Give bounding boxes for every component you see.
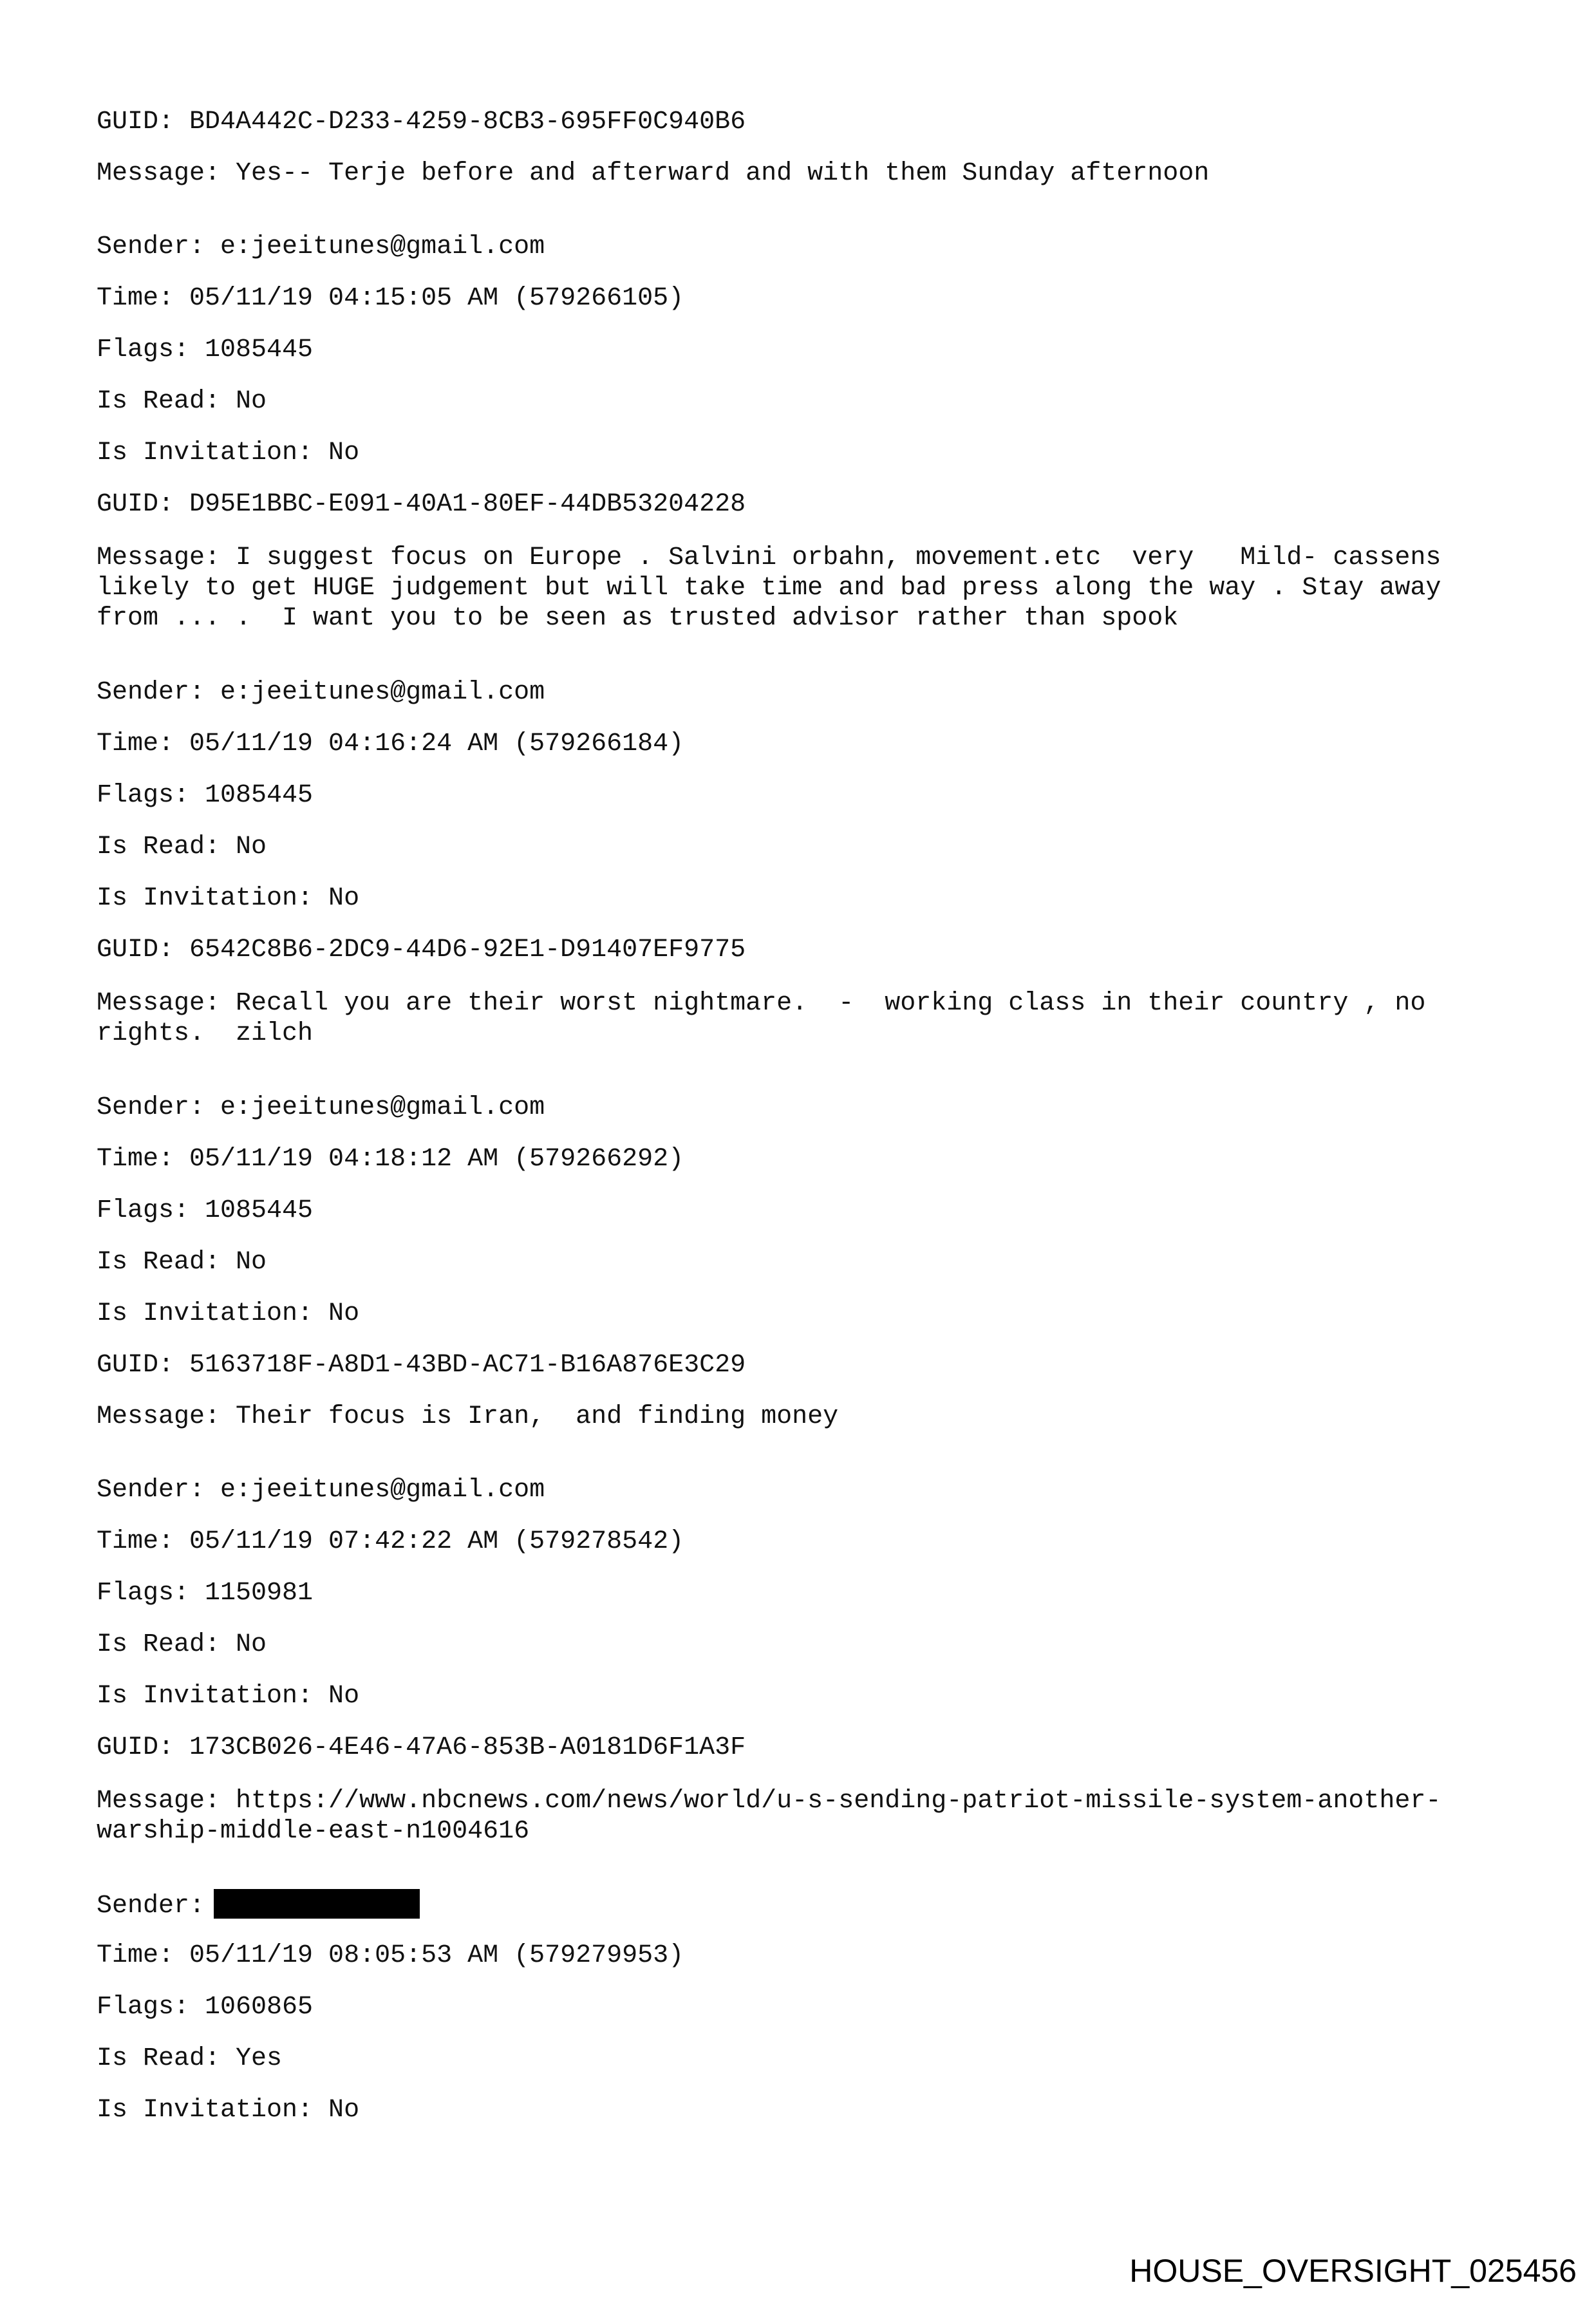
sender-label: Sender: bbox=[97, 1892, 205, 1921]
is-invitation-line: Is Invitation: No bbox=[97, 884, 360, 913]
sender-line: Sender: e:jeeitunes@gmail.com bbox=[97, 1093, 545, 1122]
is-invitation-line: Is Invitation: No bbox=[97, 438, 360, 467]
time-line: Time: 05/11/19 04:16:24 AM (579266184) bbox=[97, 729, 684, 758]
message-line: Message: https://www.nbcnews.com/news/world/u-s-sending-patriot-missile-system-another- warship-middle-east-n1004616 bbox=[97, 1787, 1441, 1846]
is-read-line: Is Read: No bbox=[97, 387, 267, 416]
redaction-box bbox=[214, 1889, 420, 1919]
flags-line: Flags: 1060865 bbox=[97, 1993, 314, 2022]
sender-line: Sender: e:jeeitunes@gmail.com bbox=[97, 1476, 545, 1505]
message-line: Message: Recall you are their worst nightmare. - working class in their country , no rights. zilch bbox=[97, 989, 1426, 1048]
flags-line: Flags: 1085445 bbox=[97, 335, 314, 364]
time-line: Time: 05/11/19 04:15:05 AM (579266105) bbox=[97, 284, 684, 313]
flags-line: Flags: 1085445 bbox=[97, 781, 314, 810]
flags-line: Flags: 1150981 bbox=[97, 1579, 314, 1608]
is-read-line: Is Read: No bbox=[97, 832, 267, 861]
guid-line: GUID: 5163718F-A8D1-43BD-AC71-B16A876E3C29 bbox=[97, 1351, 746, 1380]
guid-line: GUID: 6542C8B6-2DC9-44D6-92E1-D91407EF9775 bbox=[97, 935, 746, 964]
guid-line: GUID: D95E1BBC-E091-40A1-80EF-44DB53204228 bbox=[97, 490, 746, 519]
guid-line: GUID: BD4A442C-D233-4259-8CB3-695FF0C940B6 bbox=[97, 108, 746, 136]
time-line: Time: 05/11/19 04:18:12 AM (579266292) bbox=[97, 1145, 684, 1174]
guid-line: GUID: 173CB026-4E46-47A6-853B-A0181D6F1A3F bbox=[97, 1733, 746, 1762]
sender-line: Sender: e:jeeitunes@gmail.com bbox=[97, 678, 545, 707]
is-invitation-line: Is Invitation: No bbox=[97, 1682, 360, 1711]
time-line: Time: 05/11/19 07:42:22 AM (579278542) bbox=[97, 1527, 684, 1556]
sender-redacted-line bbox=[97, 1889, 420, 1922]
is-invitation-line: Is Invitation: No bbox=[97, 1299, 360, 1328]
sender-line: Sender: e:jeeitunes@gmail.com bbox=[97, 232, 545, 261]
is-read-line: Is Read: No bbox=[97, 1630, 267, 1659]
message-line: Message: Yes-- Terje before and afterward and with them Sunday afternoon bbox=[97, 159, 1210, 188]
is-invitation-line: Is Invitation: No bbox=[97, 2096, 360, 2125]
message-line: Message: Their focus is Iran, and finding money bbox=[97, 1402, 839, 1431]
time-line: Time: 05/11/19 08:05:53 AM (579279953) bbox=[97, 1941, 684, 1970]
is-read-line: Is Read: Yes bbox=[97, 2044, 283, 2073]
flags-line: Flags: 1085445 bbox=[97, 1196, 314, 1225]
is-read-line: Is Read: No bbox=[97, 1248, 267, 1277]
bates-footer: HOUSE_OVERSIGHT_025456 bbox=[1129, 2253, 1577, 2289]
message-line: Message: I suggest focus on Europe . Salvini orbahn, movement.etc very Mild- cassens likely to get HUGE judgement but will take time and bad press along the way . Stay away from ... . I want you to be seen as trusted advisor rather than spook bbox=[97, 543, 1441, 633]
